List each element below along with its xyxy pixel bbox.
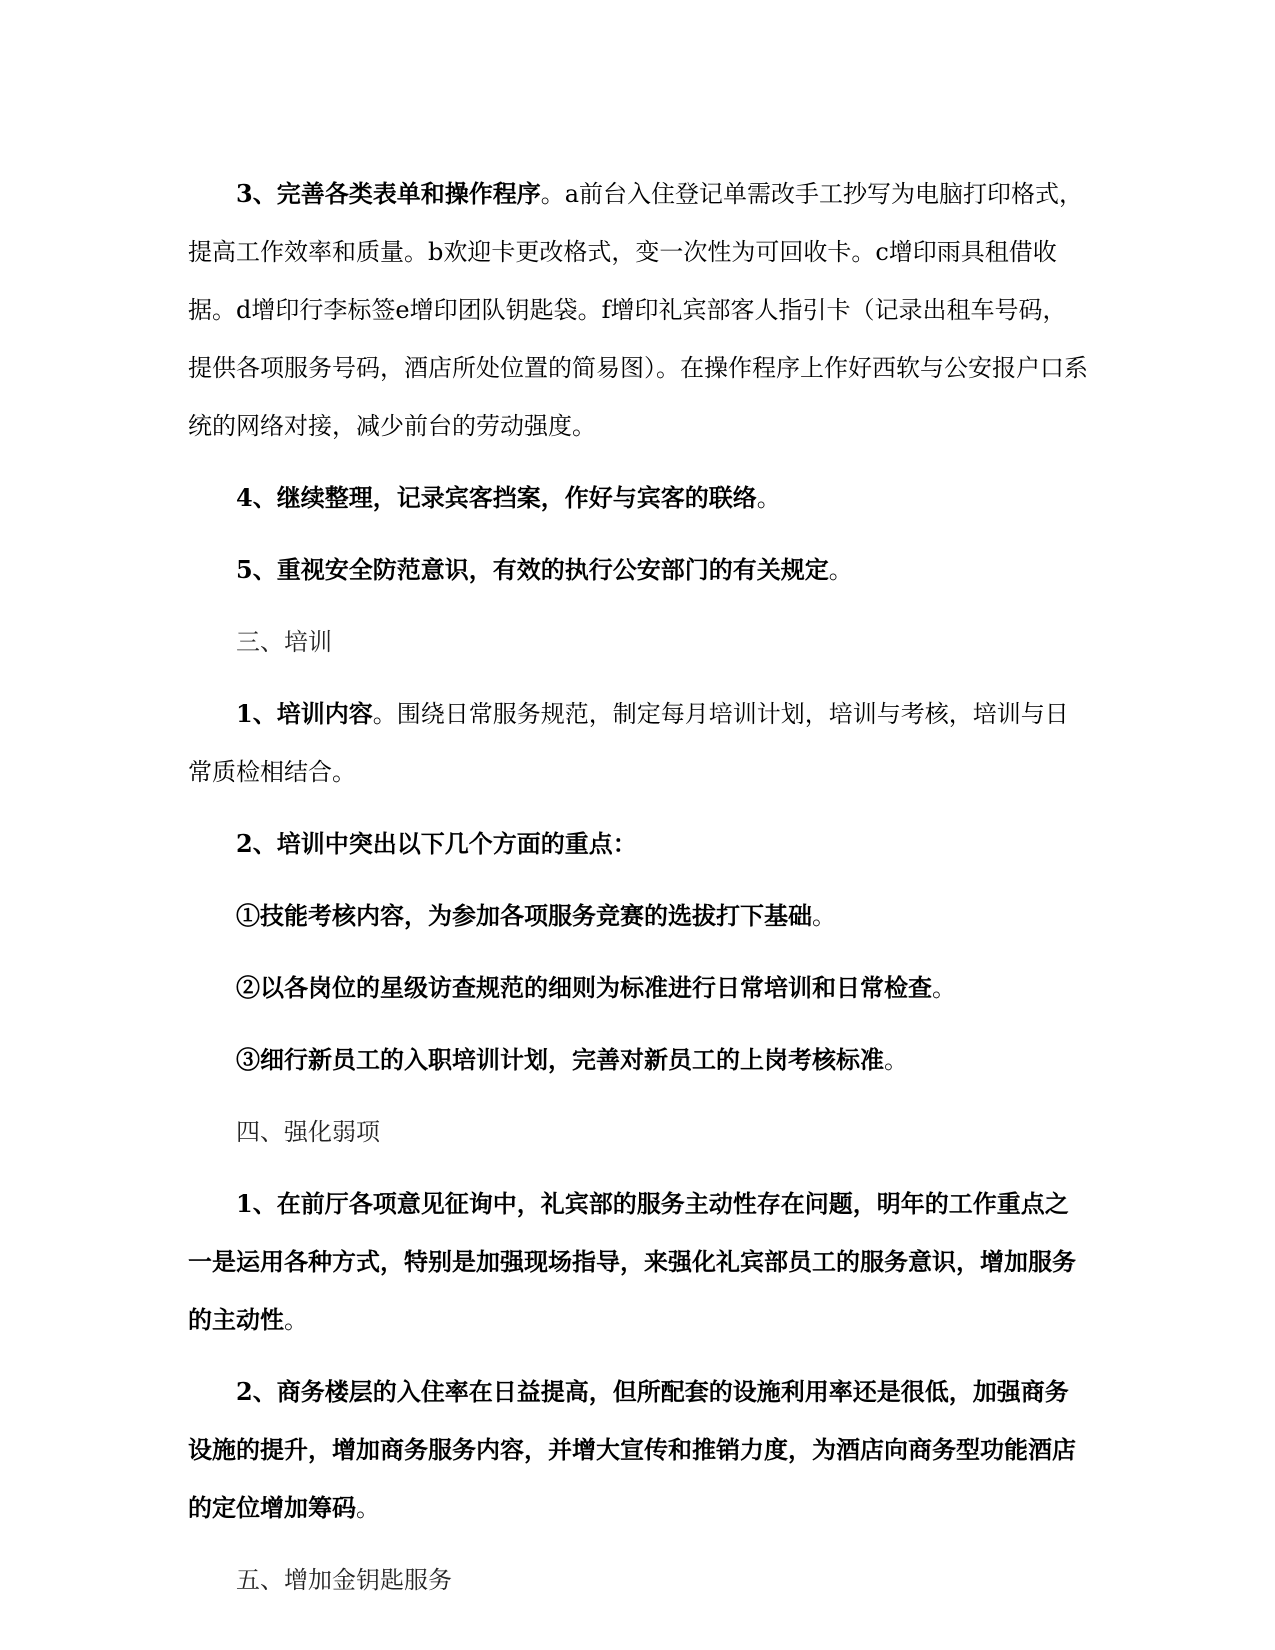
paragraph-text: 。a前台入住登记单需改手工抄写为电脑打印格式，提高工作效率和质量。b欢迎卡更改格式，变一次性为可回收卡。c增印雨具租借收据。d增印行李标签e增印团队钥匙袋。f增印礼宾部客人指引卡（记录出租车号码，提供各项服务号码，酒店所处位置的简易图）。在操作程序上作好西软与公安报户口系统的网络对接，减少前台的劳动强度。 <box>188 180 1088 440</box>
paragraph-text: 。 <box>932 974 956 1002</box>
paragraph-lead: 1、在前厅各项意见征询中，礼宾部的服务主动性存在问题，明年的工作重点之一是运用各种方式，特别是加强现场指导，来强化礼宾部员工的服务意识，增加服务的主动性 <box>188 1189 1076 1334</box>
paragraph-text: 。围绕日常服务规范，制定每月培训计划，培训与考核，培训与日常质检相结合。 <box>188 700 1069 786</box>
paragraph-lead: ③细行新员工的入职培训计划，完善对新员工的上岗考核标准 <box>236 1045 884 1074</box>
paragraph-business-floor <box>188 1363 1088 1537</box>
paragraph-lead: 4、继续整理，记录宾客挡案，作好与宾客的联络 <box>236 483 757 512</box>
section-heading-weak-areas: 四、强化弱项 <box>236 1118 380 1146</box>
paragraph-text: 。 <box>284 1306 308 1334</box>
paragraph-lead: 2、培训中突出以下几个方面的重点： <box>236 829 637 858</box>
paragraph-text: 。 <box>812 902 836 930</box>
paragraph-focus-item-3 <box>188 1031 1088 1089</box>
paragraph-guest-records <box>188 469 1088 527</box>
paragraph-lead: 1、培训内容 <box>236 699 373 728</box>
paragraph-lead: 3、完善各类表单和操作程序 <box>236 179 541 208</box>
paragraph-lead: ①技能考核内容，为参加各项服务竞赛的选拔打下基础 <box>236 901 812 930</box>
paragraph-lead: ②以各岗位的星级访查规范的细则为标准进行日常培训和日常检查 <box>236 973 932 1002</box>
paragraph-text: 。 <box>828 556 853 584</box>
paragraph-concierge-initiative <box>188 1175 1088 1349</box>
paragraph-lead: 2、商务楼层的入住率在日益提高，但所配套的设施利用率还是很低，加强商务设施的提升，增加商务服务内容，并增大宣传和推销力度，为酒店向商务型功能酒店的定位增加筹码 <box>188 1377 1076 1522</box>
paragraph-focus-item-1 <box>188 887 1088 945</box>
section-heading-golden-key: 五、增加金钥匙服务 <box>236 1566 452 1594</box>
section-heading-training: 三、培训 <box>236 628 332 656</box>
paragraph-security-awareness <box>188 541 1088 599</box>
paragraph-training-content <box>188 685 1088 801</box>
paragraph-training-focus <box>188 815 1088 873</box>
paragraph-text: 。 <box>756 484 781 512</box>
paragraph-forms-procedures <box>188 165 1088 455</box>
paragraph-lead: 5、重视安全防范意识，有效的执行公安部门的有关规定 <box>236 555 829 584</box>
paragraph-text: 。 <box>356 1494 380 1522</box>
document-body <box>188 165 1088 1623</box>
paragraph-text: 。 <box>884 1046 908 1074</box>
paragraph-focus-item-2 <box>188 959 1088 1017</box>
